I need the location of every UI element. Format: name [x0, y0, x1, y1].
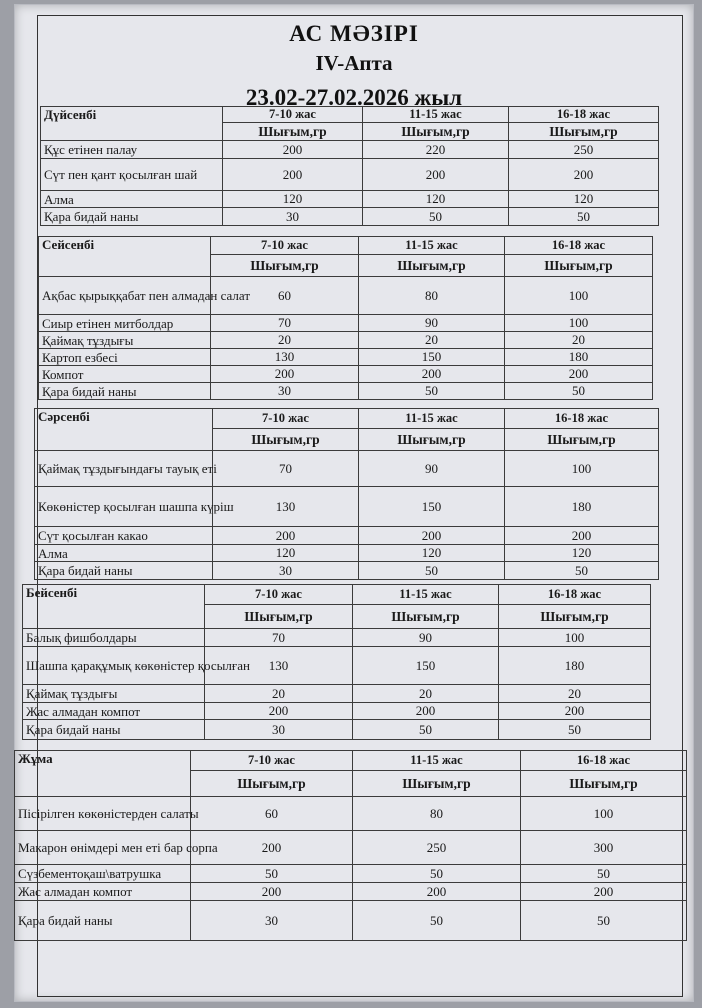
unit-header: Шығым,гр	[205, 605, 353, 629]
unit-header: Шығым,гр	[509, 123, 659, 141]
portion-value: 20	[205, 685, 353, 703]
portion-value: 150	[353, 647, 499, 685]
portion-value: 50	[353, 865, 521, 883]
portion-value: 200	[213, 527, 359, 545]
portion-value: 20	[499, 685, 651, 703]
table-row	[15, 865, 687, 883]
dish-name: Құс етінен палау	[41, 141, 223, 159]
portion-value: 50	[509, 208, 659, 226]
portion-value: 60	[211, 277, 359, 315]
portion-value: 200	[359, 366, 505, 383]
portion-value: 80	[359, 277, 505, 315]
dish-name: Ақбас қырыққабат пен алмадан салат	[39, 277, 211, 315]
table-row	[41, 191, 659, 208]
table-row	[23, 685, 651, 703]
portion-value: 30	[191, 901, 353, 941]
dish-name: Сүт пен қант қосылған шай	[41, 159, 223, 191]
portion-value: 200	[359, 527, 505, 545]
portion-value: 120	[213, 545, 359, 562]
portion-value: 100	[505, 277, 653, 315]
portion-value: 80	[353, 797, 521, 831]
dish-name: Сүт қосылған какао	[35, 527, 213, 545]
portion-value: 70	[213, 451, 359, 487]
unit-header: Шығым,гр	[359, 429, 505, 451]
table-row	[23, 629, 651, 647]
portion-value: 200	[521, 883, 687, 901]
table-row	[41, 208, 659, 226]
dish-name: Қаймақ тұздығындағы тауық еті	[35, 451, 213, 487]
portion-value: 50	[521, 865, 687, 883]
portion-value: 100	[505, 315, 653, 332]
portion-value: 120	[223, 191, 363, 208]
portion-value: 200	[223, 141, 363, 159]
portion-value: 90	[353, 629, 499, 647]
dish-name: Сүзбементоқаш\ватрушка	[15, 865, 191, 883]
portion-value: 50	[505, 383, 653, 400]
date-range: 23.02-27.02.2026 жыл	[245, 85, 463, 110]
unit-header: Шығым,гр	[505, 429, 659, 451]
dish-name: Қара бидай наны	[15, 901, 191, 941]
portion-value: 20	[211, 332, 359, 349]
age-group-header: 16-18 жас	[505, 237, 653, 255]
dish-name: Қара бидай наны	[35, 562, 213, 580]
portion-value: 180	[505, 349, 653, 366]
age-group-header: 16-18 жас	[505, 409, 659, 429]
week-label: IV-Апта	[315, 51, 393, 75]
portion-value: 50	[359, 562, 505, 580]
table-row	[15, 797, 687, 831]
unit-header: Шығым,гр	[505, 255, 653, 277]
age-group-header: 7-10 жас	[191, 751, 353, 771]
table-row	[23, 720, 651, 740]
menu-title: АС МӘЗІРІ	[289, 21, 419, 46]
day-name: Жұма	[15, 751, 191, 797]
dish-name: Сиыр етінен митболдар	[39, 315, 211, 332]
portion-value: 30	[213, 562, 359, 580]
unit-header: Шығым,гр	[363, 123, 509, 141]
table-row	[15, 901, 687, 941]
age-group-header: 7-10 жас	[213, 409, 359, 429]
portion-value: 20	[505, 332, 653, 349]
age-group-header: 11-15 жас	[353, 585, 499, 605]
portion-value: 50	[191, 865, 353, 883]
menu-table-1	[40, 106, 659, 226]
dish-name: Жас алмадан компот	[15, 883, 191, 901]
dish-name: Қара бидай наны	[41, 208, 223, 226]
day-name: Дүйсенбі	[41, 107, 223, 141]
dish-name: Компот	[39, 366, 211, 383]
portion-value: 50	[521, 901, 687, 941]
unit-header: Шығым,гр	[213, 429, 359, 451]
dish-name: Қара бидай наны	[23, 720, 205, 740]
dish-name: Қаймақ тұздығы	[39, 332, 211, 349]
portion-value: 200	[505, 527, 659, 545]
age-group-header: 16-18 жас	[499, 585, 651, 605]
portion-value: 30	[205, 720, 353, 740]
portion-value: 200	[223, 159, 363, 191]
portion-value: 20	[359, 332, 505, 349]
table-row	[39, 277, 653, 315]
age-group-header: 11-15 жас	[359, 237, 505, 255]
portion-value: 50	[499, 720, 651, 740]
portion-value: 30	[223, 208, 363, 226]
portion-value: 150	[359, 487, 505, 527]
unit-header: Шығым,гр	[191, 771, 353, 797]
portion-value: 90	[359, 315, 505, 332]
portion-value: 200	[363, 159, 509, 191]
portion-value: 220	[363, 141, 509, 159]
portion-value: 300	[521, 831, 687, 865]
table-row	[35, 527, 659, 545]
portion-value: 70	[205, 629, 353, 647]
menu-table-3	[34, 408, 659, 580]
table-row	[15, 883, 687, 901]
age-group-header: 7-10 жас	[211, 237, 359, 255]
portion-value: 200	[205, 703, 353, 720]
dish-name: Картоп езбесі	[39, 349, 211, 366]
day-name: Сәрсенбі	[35, 409, 213, 451]
table-row	[23, 703, 651, 720]
portion-value: 50	[353, 720, 499, 740]
portion-value: 130	[205, 647, 353, 685]
portion-value: 120	[505, 545, 659, 562]
portion-value: 50	[363, 208, 509, 226]
dish-name: Жас алмадан компот	[23, 703, 205, 720]
table-row	[39, 315, 653, 332]
unit-header: Шығым,гр	[521, 771, 687, 797]
age-group-header: 16-18 жас	[521, 751, 687, 771]
dish-name: Алма	[35, 545, 213, 562]
dish-name: Пісірілген көкөністерден салаты	[15, 797, 191, 831]
portion-value: 200	[191, 831, 353, 865]
portion-value: 250	[353, 831, 521, 865]
portion-value: 70	[211, 315, 359, 332]
age-group-header: 11-15 жас	[353, 751, 521, 771]
dish-name: Қара бидай наны	[39, 383, 211, 400]
portion-value: 100	[499, 629, 651, 647]
dish-name: Шашпа қарақұмық көкөністер қосылған	[23, 647, 205, 685]
table-row	[39, 349, 653, 366]
menu-table-2	[38, 236, 653, 400]
portion-value: 200	[191, 883, 353, 901]
unit-header: Шығым,гр	[353, 771, 521, 797]
portion-value: 180	[499, 647, 651, 685]
age-group-header: 7-10 жас	[205, 585, 353, 605]
dish-name: Алма	[41, 191, 223, 208]
table-row	[39, 383, 653, 400]
age-group-header: 16-18 жас	[509, 107, 659, 123]
dish-name: Балық фишболдары	[23, 629, 205, 647]
table-row	[41, 141, 659, 159]
unit-header: Шығым,гр	[353, 605, 499, 629]
age-group-header: 11-15 жас	[359, 409, 505, 429]
portion-value: 130	[213, 487, 359, 527]
portion-value: 200	[509, 159, 659, 191]
portion-value: 250	[509, 141, 659, 159]
table-row	[39, 366, 653, 383]
day-name: Бейсенбі	[23, 585, 205, 629]
dish-name: Макарон өнімдері мен еті бар сорпа	[15, 831, 191, 865]
portion-value: 200	[505, 366, 653, 383]
table-row	[35, 451, 659, 487]
portion-value: 90	[359, 451, 505, 487]
day-name: Сейсенбі	[39, 237, 211, 277]
portion-value: 50	[359, 383, 505, 400]
portion-value: 120	[509, 191, 659, 208]
table-row	[15, 831, 687, 865]
unit-header: Шығым,гр	[211, 255, 359, 277]
unit-header: Шығым,гр	[499, 605, 651, 629]
portion-value: 50	[353, 901, 521, 941]
portion-value: 20	[353, 685, 499, 703]
age-group-header: 7-10 жас	[223, 107, 363, 123]
portion-value: 200	[499, 703, 651, 720]
table-row	[23, 647, 651, 685]
menu-table-4	[22, 584, 651, 740]
portion-value: 100	[521, 797, 687, 831]
portion-value: 100	[505, 451, 659, 487]
portion-value: 180	[505, 487, 659, 527]
portion-value: 30	[211, 383, 359, 400]
menu-table-5	[14, 750, 687, 941]
age-group-header: 11-15 жас	[363, 107, 509, 123]
table-row	[35, 545, 659, 562]
portion-value: 200	[211, 366, 359, 383]
portion-value: 130	[211, 349, 359, 366]
dish-name: Көкөністер қосылған шашпа күріш	[35, 487, 213, 527]
portion-value: 150	[359, 349, 505, 366]
dish-name: Қаймақ тұздығы	[23, 685, 205, 703]
portion-value: 120	[359, 545, 505, 562]
table-row	[35, 562, 659, 580]
table-row	[39, 332, 653, 349]
portion-value: 120	[363, 191, 509, 208]
unit-header: Шығым,гр	[359, 255, 505, 277]
table-row	[41, 159, 659, 191]
portion-value: 200	[353, 703, 499, 720]
table-row	[35, 487, 659, 527]
portion-value: 50	[505, 562, 659, 580]
unit-header: Шығым,гр	[223, 123, 363, 141]
portion-value: 60	[191, 797, 353, 831]
portion-value: 200	[353, 883, 521, 901]
